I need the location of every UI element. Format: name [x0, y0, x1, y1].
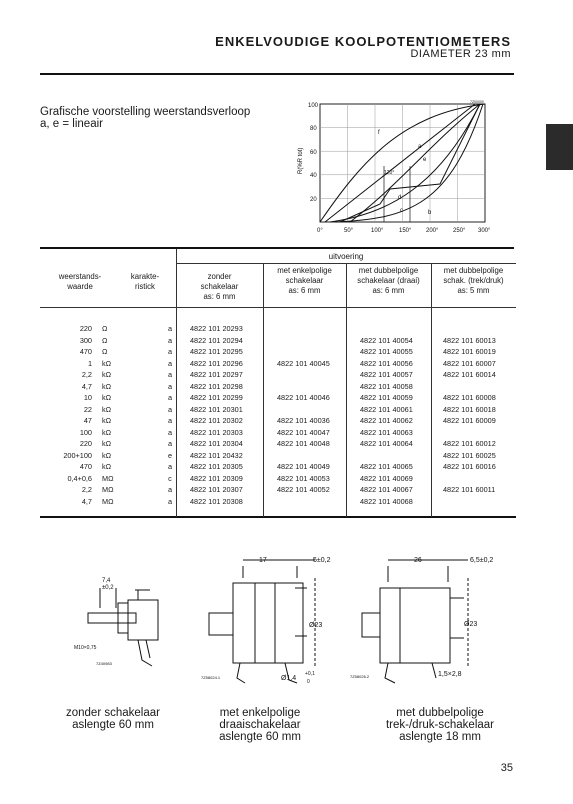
table-cell-char: a — [167, 358, 173, 368]
dimension-label: 5±0,2 — [313, 557, 331, 564]
curve-label: a — [418, 144, 422, 150]
x-tick-label: 300° — [478, 228, 491, 234]
table-row — [40, 439, 516, 450]
table-cell-c3: 4822 101 40065 — [360, 462, 413, 471]
table-row — [40, 359, 516, 370]
table-cell-char: a — [167, 439, 173, 448]
table-cell-c3: 4822 101 40054 — [360, 335, 413, 345]
table-cell-val: 0,4+0,6 — [67, 473, 92, 483]
table-cell-c2: 4822 101 40047 — [277, 427, 330, 437]
table-cell-c3: 4822 101 40061 — [360, 404, 413, 414]
table-cell-unit: kΩ — [102, 439, 112, 448]
curve-b — [335, 104, 483, 222]
curve-label: d — [398, 195, 402, 201]
table-cell-char: a — [167, 324, 173, 333]
table-cell-unit: MΩ — [102, 473, 114, 483]
table-cell-c4: 4822 101 60016 — [443, 462, 496, 471]
table-cell-char: a — [167, 370, 173, 379]
y-tick-label: 20 — [310, 197, 317, 203]
table-cell-c1: 4822 101 20294 — [190, 335, 243, 345]
col-header-characteristic: karakte- ristick — [130, 272, 160, 291]
table-row — [40, 451, 516, 462]
table-cell-c2: 4822 101 40052 — [277, 485, 330, 494]
table-cell-c4: 4822 101 60019 — [443, 347, 496, 356]
table-cell-val: 470 — [79, 347, 92, 356]
curve-label: e — [423, 157, 427, 163]
drawing-ref: 7Z40983 — [96, 661, 112, 666]
resistance-curve-graph — [290, 98, 520, 238]
table-top-rule — [40, 247, 514, 249]
table-cell-unit: MΩ — [102, 485, 114, 494]
table-cell-c4: 4822 101 60018 — [443, 404, 496, 414]
table-cell-val: 4,7 — [81, 496, 92, 506]
table-row — [40, 336, 516, 347]
table-cell-char: a — [167, 416, 173, 425]
page-number: 35 — [500, 762, 513, 774]
table-cell-unit: kΩ — [102, 370, 112, 379]
table-cell-c3: 4822 101 40055 — [360, 347, 413, 356]
col-header-double-pole-push: met dubbelpolige schak. (trek/druk) as: 5 mm — [443, 266, 504, 295]
hole-label: Ø1,4 — [281, 675, 297, 682]
y-axis-label: R(%R tot) — [298, 147, 304, 174]
table-cell-unit: kΩ — [102, 450, 112, 460]
table-row — [40, 382, 516, 393]
table-cell-unit: kΩ — [102, 416, 112, 425]
table-cell-c3: 4822 101 40058 — [360, 381, 413, 391]
x-tick-label: 50° — [344, 228, 354, 234]
table-cell-c3: 4822 101 40056 — [360, 358, 413, 368]
tolerance-label: +0,1 — [305, 671, 315, 677]
table-row — [40, 474, 516, 485]
table-cell-char: a — [167, 335, 173, 345]
table-cell-c4: 4822 101 60009 — [443, 416, 496, 425]
table-cell-c4: 4822 101 60008 — [443, 393, 496, 402]
table-bottom-rule — [40, 516, 516, 518]
table-row — [40, 370, 516, 381]
table-cell-unit: kΩ — [102, 381, 112, 391]
x-tick-label: 100° — [371, 228, 384, 234]
table-cell-c3: 4822 101 40057 — [360, 370, 413, 379]
table-cell-c3: 4822 101 40069 — [360, 473, 413, 483]
table-cell-char: a — [167, 393, 173, 402]
table-cell-c3: 4822 101 40059 — [360, 393, 413, 402]
table-cell-c4: 4822 101 60007 — [443, 358, 496, 368]
table-cell-c1: 4822 101 20299 — [190, 393, 243, 402]
y-tick-label: 100 — [308, 103, 319, 109]
graph-ref: 7Z00000 — [470, 100, 484, 104]
table-row — [40, 485, 516, 496]
table-cell-unit: Ω — [102, 335, 108, 345]
diameter-label: Ø23 — [309, 622, 323, 629]
table-cell-unit: Ω — [102, 324, 108, 333]
table-cell-val: 4,7 — [81, 381, 92, 391]
section-tab-marker — [546, 124, 573, 170]
dimension-label: 26 — [414, 557, 422, 564]
table-cell-unit: kΩ — [102, 393, 112, 402]
table-cell-c2: 4822 101 40053 — [277, 473, 330, 483]
table-cell-c1: 4822 101 20296 — [190, 358, 243, 368]
table-cell-c1: 4822 101 20302 — [190, 416, 243, 425]
y-tick-label: 40 — [310, 173, 317, 179]
drawing-single-pole — [195, 548, 355, 688]
curve-label: b — [428, 210, 432, 216]
table-cell-c1: 4822 101 20293 — [190, 324, 243, 333]
thread-label: M10×0,75 — [74, 645, 97, 651]
drawing-ref: 7Z58024.1 — [201, 675, 221, 680]
x-tick-label: 0° — [317, 228, 323, 234]
dimension-label: 7,4 — [102, 578, 111, 584]
table-cell-c4: 4822 101 60012 — [443, 439, 496, 448]
col-header-double-pole-rotary: met dubbelpolige schakelaar (draai) as: 6 mm — [357, 266, 420, 295]
table-row — [40, 416, 516, 427]
table-cell-c4: 4822 101 60011 — [443, 485, 496, 494]
table-cell-char: a — [167, 347, 173, 356]
group-header: uitvoering — [328, 252, 364, 261]
table-cell-c1: 4822 101 20307 — [190, 485, 243, 494]
table-cell-c1: 4822 101 20298 — [190, 381, 243, 391]
tolerance-label: 0 — [307, 679, 310, 685]
dimension-label: ±0,2 — [102, 585, 114, 591]
table-cell-c1: 4822 101 20295 — [190, 347, 243, 356]
curve-label: c — [400, 208, 403, 214]
table-cell-c1: 4822 101 20301 — [190, 404, 243, 414]
slot-label: 1,5×2,8 — [438, 671, 462, 678]
curve-e — [350, 104, 480, 222]
x-tick-label: 250° — [453, 228, 466, 234]
table-cell-c3: 4822 101 40062 — [360, 416, 413, 425]
diameter-label: Ø23 — [464, 621, 478, 628]
table-cell-char: e — [167, 450, 173, 460]
drawing-no-switch — [40, 548, 180, 688]
curve-label: f — [378, 130, 380, 136]
table-cell-val: 2,2 — [81, 485, 92, 494]
table-row — [40, 393, 516, 404]
table-cell-val: 10 — [83, 393, 92, 402]
table-cell-unit: kΩ — [102, 358, 112, 368]
table-cell-char: a — [167, 381, 173, 391]
x-tick-label: 150° — [399, 228, 412, 234]
table-row — [40, 405, 516, 416]
page-title: ENKELVOUDIGE KOOLPOTENTIOMETERS — [215, 34, 511, 49]
table-cell-val: 220 — [79, 324, 92, 333]
angle-note: 120° — [384, 170, 395, 176]
table-cell-val: 47 — [83, 416, 92, 425]
table-cell-val: 470 — [79, 462, 92, 471]
table-cell-c2: 4822 101 40049 — [277, 462, 330, 471]
table-cell-val: 2,2 — [81, 370, 92, 379]
table-cell-c4: 4822 101 60014 — [443, 370, 496, 379]
table-cell-char: a — [167, 485, 173, 494]
table-cell-c3: 4822 101 40063 — [360, 427, 413, 437]
col-header-single-pole: met enkelpolige schakelaar as: 6 mm — [277, 266, 332, 295]
table-row — [40, 428, 516, 439]
drawing-caption-single-pole: met enkelpolige draaischakelaar aslengte 60 mm — [219, 707, 301, 743]
x-tick-label: 200° — [426, 228, 439, 234]
table-cell-unit: kΩ — [102, 427, 112, 437]
table-cell-unit: kΩ — [102, 462, 112, 471]
table-cell-c2: 4822 101 40045 — [277, 358, 330, 368]
table-cell-val: 220 — [79, 439, 92, 448]
table-cell-c4: 4822 101 60013 — [443, 335, 496, 345]
table-cell-unit: Ω — [102, 347, 108, 356]
table-row — [40, 462, 516, 473]
table-cell-c3: 4822 101 40068 — [360, 496, 413, 506]
table-cell-c2: 4822 101 40046 — [277, 393, 330, 402]
table-cell-char: c — [168, 473, 172, 483]
table-cell-val: 100 — [79, 427, 92, 437]
table-cell-c1: 4822 101 20305 — [190, 462, 243, 471]
table-cell-val: 1 — [87, 358, 92, 368]
table-cell-char: a — [167, 462, 173, 471]
drawing-caption-double-pole: met dubbelpolige trek-/druk-schakelaar aslengte 18 mm — [385, 707, 494, 743]
table-cell-c2: 4822 101 40048 — [277, 439, 330, 448]
dimension-label: 6,5±0,2 — [470, 557, 494, 564]
table-cell-c1: 4822 101 20309 — [190, 473, 243, 483]
table-cell-unit: MΩ — [102, 496, 114, 506]
table-cell-char: a — [167, 427, 173, 437]
graph-caption: Grafische voorstelling weerstandsverloop a, e = lineair — [40, 106, 251, 130]
drawing-ref: 7Z58026.2 — [350, 674, 370, 679]
table-cell-char: a — [167, 404, 173, 414]
table-row — [40, 324, 516, 335]
table-cell-c3: 4822 101 40064 — [360, 439, 413, 448]
header-rule — [40, 73, 514, 75]
table-row — [40, 347, 516, 358]
table-cell-val: 22 — [83, 404, 92, 414]
table-cell-c1: 4822 101 20308 — [190, 496, 243, 506]
y-tick-label: 80 — [310, 126, 317, 132]
table-cell-c1: 4822 101 20432 — [190, 450, 243, 460]
table-cell-c1: 4822 101 20303 — [190, 427, 243, 437]
table-cell-char: a — [167, 496, 173, 506]
y-tick-label: 60 — [310, 150, 317, 156]
table-row — [40, 497, 516, 508]
table-cell-c2: 4822 101 40036 — [277, 416, 330, 425]
table-cell-c4: 4822 101 60025 — [443, 450, 496, 460]
table-cell-val: 300 — [79, 335, 92, 345]
dimension-label: 17 — [259, 557, 267, 564]
table-cell-c1: 4822 101 20297 — [190, 370, 243, 379]
drawing-double-pole — [340, 548, 520, 688]
table-cell-val: 200+100 — [63, 450, 92, 460]
table-header-rule — [40, 307, 516, 308]
drawing-caption-no-switch: zonder schakelaar aslengte 60 mm — [66, 707, 160, 731]
table-cell-unit: kΩ — [102, 404, 112, 414]
col-header-value: weerstands- waarde — [58, 272, 102, 291]
table-cell-c1: 4822 101 20304 — [190, 439, 243, 448]
table-cell-c3: 4822 101 40067 — [360, 485, 413, 494]
col-header-no-switch: zonder schakelaar as: 6 mm — [200, 272, 239, 301]
page-subtitle: DIAMETER 23 mm — [410, 48, 511, 60]
